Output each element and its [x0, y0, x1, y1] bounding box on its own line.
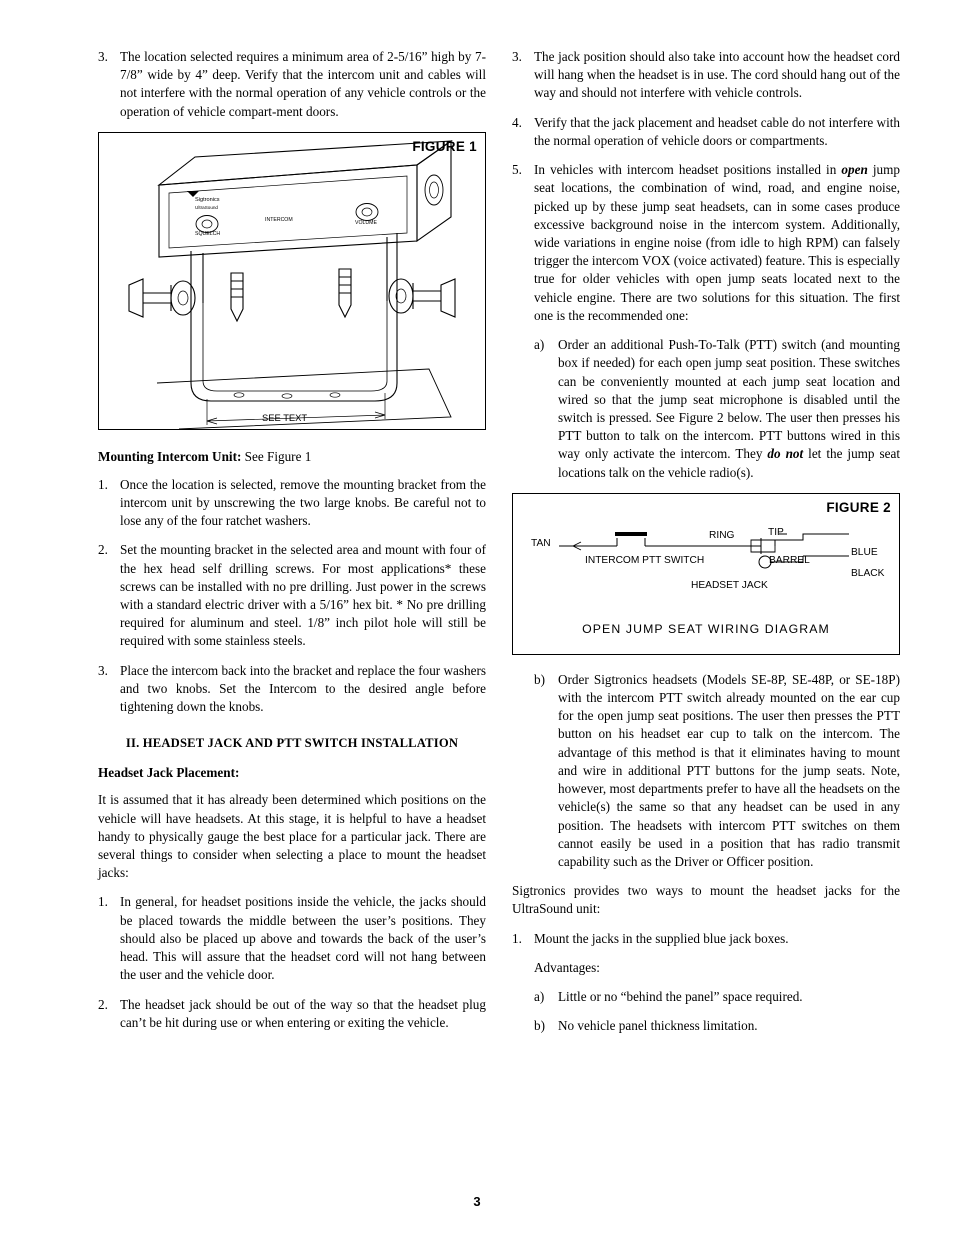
- assumed-paragraph: It is assumed that it has already been determined which positions on the vehicle will have headsets. At this stage, it is helpful to have a headset handy to physically gauge the best place for a particular jack. There are several things to consider when selecting a place to mount the headset jacks:: [98, 792, 486, 881]
- headset-jack-placement-heading: Headset Jack Placement:: [98, 765, 240, 781]
- list-marker: 2.: [98, 542, 108, 558]
- figure-2-tan-label: TAN: [531, 537, 551, 549]
- list-marker: 1.: [98, 476, 108, 492]
- list-item: [534, 988, 900, 1006]
- section-title: II. HEADSET JACK AND PTT SWITCH INSTALLATION: [125, 736, 459, 751]
- list-marker: b): [534, 671, 545, 687]
- left-column: [98, 48, 486, 1043]
- figure-1-squelch: SQUELCH: [195, 230, 221, 237]
- mounting-heading-bold: Mounting Intercom Unit:: [98, 448, 242, 464]
- advantages-label: Advantages:: [534, 959, 600, 975]
- list-text: The location selected requires a minimum area of 2-5/16” high by 7-7/8” wide by 4” deep. Verify that the intercom unit and cables will not interfere with the normal operation of any vehicle controls or the operation of vehicle compart-ment doors.: [120, 49, 486, 119]
- list-marker: 3.: [512, 49, 522, 64]
- two-ways-paragraph: Sigtronics provides two ways to mount the headset jacks for the UltraSound unit:: [512, 883, 900, 917]
- list-marker: 3.: [98, 662, 108, 678]
- figure-1-drawing: [99, 133, 485, 429]
- list-marker: 2.: [98, 996, 108, 1012]
- figure-2-barrel-label: BARREL: [769, 554, 810, 566]
- list-text: [534, 161, 900, 325]
- item5a-part2: let the jump seat locations talk on the vehicle radio(s).: [558, 446, 901, 480]
- list-text: Set the mounting bracket in the selected area and mount with four of the hex head self drilling screws. For most applications* these screws can be installed with no pre drilling. Just power in the screws with a standard electric driver with a 5/16” hex bit. * No pre drilling required for aluminum and steel. 1/8” inch pilot hole will still be required with some stainless steels.: [120, 542, 486, 649]
- list-text: Order Sigtronics headsets (Models SE-8P, SE-48P, or SE-18P) with the intercom PTT switch already mounted on the ear cup for the open jump seat positions. The user then presses the PTT button on his headset ear cup to talk on the intercom. The advantage of this method is that it eliminates having to mount and wire in additional PTT buttons for the jump seats. Note, however, most departments prefer to have all the headsets on the vehicle(s) the same so that any headset can be used in any position. The headsets with intercom PTT switches on them cannot easily be used in a position that has radio transmit capability such as the Driver or Officer position.: [558, 671, 900, 869]
- list-item: [512, 161, 900, 325]
- list-text: [558, 336, 900, 482]
- list-item: [512, 114, 900, 150]
- list-marker: 5.: [512, 162, 522, 178]
- figure-2-caption: OPEN JUMP SEAT WIRING DIAGRAM: [582, 621, 830, 636]
- list-text: No vehicle panel thickness limitation.: [558, 1018, 758, 1034]
- list-item: [534, 336, 900, 482]
- figure-2-jack-label: HEADSET JACK: [691, 579, 768, 591]
- list-marker: 4.: [512, 114, 522, 130]
- figure-2: [512, 493, 900, 655]
- figure-1-subbrand: UltraSound: [195, 204, 218, 210]
- list-text: Once the location is selected, remove the mounting bracket from the intercom unit by unscrewing the two large knobs. Be careful not to lose any of the four ratchet washers.: [120, 476, 486, 529]
- list-text: The jack position should also take into account how the headset cord will hang when the headset is in use. The cord should hang out of the way and should not interfere with vehicle controls.: [534, 49, 900, 101]
- figure-2-tip-label: TIP: [768, 526, 784, 538]
- figure-2-switch-label: INTERCOM PTT SWITCH: [585, 554, 705, 566]
- mounting-intercom-heading: [98, 448, 486, 466]
- list-marker: 1.: [512, 930, 522, 946]
- list-item: [98, 996, 486, 1032]
- list-text: Little or no “behind the panel” space required.: [558, 989, 803, 1005]
- list-text: In general, for headset positions inside the vehicle, the jacks should be placed towards the middle between the user’s positions. They should also be placed up above and towards the back of the user’s head. This will assure that the headset cord will not hang between the user and the vehicle door.: [120, 894, 486, 983]
- list-marker: 3.: [98, 49, 108, 64]
- mounting-heading-rest: See Figure 1: [241, 448, 312, 464]
- list-item: [98, 48, 486, 121]
- list-marker: b): [534, 1018, 545, 1034]
- list-marker: 1.: [98, 894, 108, 910]
- page-number: 3: [473, 1194, 481, 1209]
- list-item: [512, 48, 900, 103]
- list-text: Place the intercom back into the bracket and replace the four washers and two knobs. Set the Intercom to the desired angle before tightening down the knobs.: [120, 662, 486, 715]
- item5a-part1: Order an additional Push-To-Talk (PTT) switch (and mounting box if needed) for each open jump seat position. These switches can be conveniently mounted at each jump seat location and wired so that the jump seat microphone is disabled until the switch is pressed. See Figure 2 below. The user then presses his PTT button to talk on the intercom. PTT buttons wired in this way only activate the intercom. They: [558, 337, 900, 462]
- list-marker: a): [534, 337, 545, 353]
- figure-1-callout: SEE TEXT: [262, 411, 308, 423]
- list-marker: a): [534, 989, 545, 1005]
- figure-1-intercom: INTERCOM: [265, 216, 293, 223]
- list-item: [98, 541, 486, 650]
- right-column: [512, 48, 900, 1047]
- list-item: [534, 671, 900, 871]
- item5-part2: jump seat locations, the combination of wind, road, and engine noise, picked up by these jump seat headsets, can in some cases produce excessive background noise in the intercom system. Additionally, wide variations in engine noise (from idle to high RPM) can falsely trigger the intercom VOX (voice activated) feature. This is especially true for older vehicles with open jump seats located next to the vehicle engine. There are two solutions for this situation. The first one is the recommended one:: [534, 162, 901, 323]
- figure-1-label: FIGURE 1: [412, 138, 477, 154]
- list-text: The headset jack should be out of the way so that the headset plug can’t be hit during use or when entering or exiting the vehicle.: [120, 996, 486, 1030]
- item5a-emphasis: do not: [767, 446, 804, 462]
- figure-1-volume: VOLUME: [355, 219, 377, 226]
- list-item: [512, 930, 900, 948]
- figure-2-ring-label: RING: [709, 529, 735, 541]
- list-item: [534, 1017, 900, 1035]
- figure-1: [98, 132, 486, 430]
- list-item: [98, 893, 486, 984]
- figure-1-brand: Sigtronics: [195, 196, 220, 203]
- figure-2-blue-label: BLUE: [851, 546, 878, 558]
- list-text: Mount the jacks in the supplied blue jack boxes.: [534, 930, 789, 946]
- list-item: [98, 662, 486, 717]
- item5-emphasis: open: [841, 162, 868, 178]
- list-item: [98, 476, 486, 531]
- item5-part1: In vehicles with intercom headset positions installed in: [534, 162, 842, 178]
- list-text: Verify that the jack placement and headset cable do not interfere with the normal operation of vehicle doors or compartments.: [534, 114, 900, 148]
- figure-2-black-label: BLACK: [851, 567, 885, 579]
- figure-2-label: FIGURE 2: [826, 499, 891, 515]
